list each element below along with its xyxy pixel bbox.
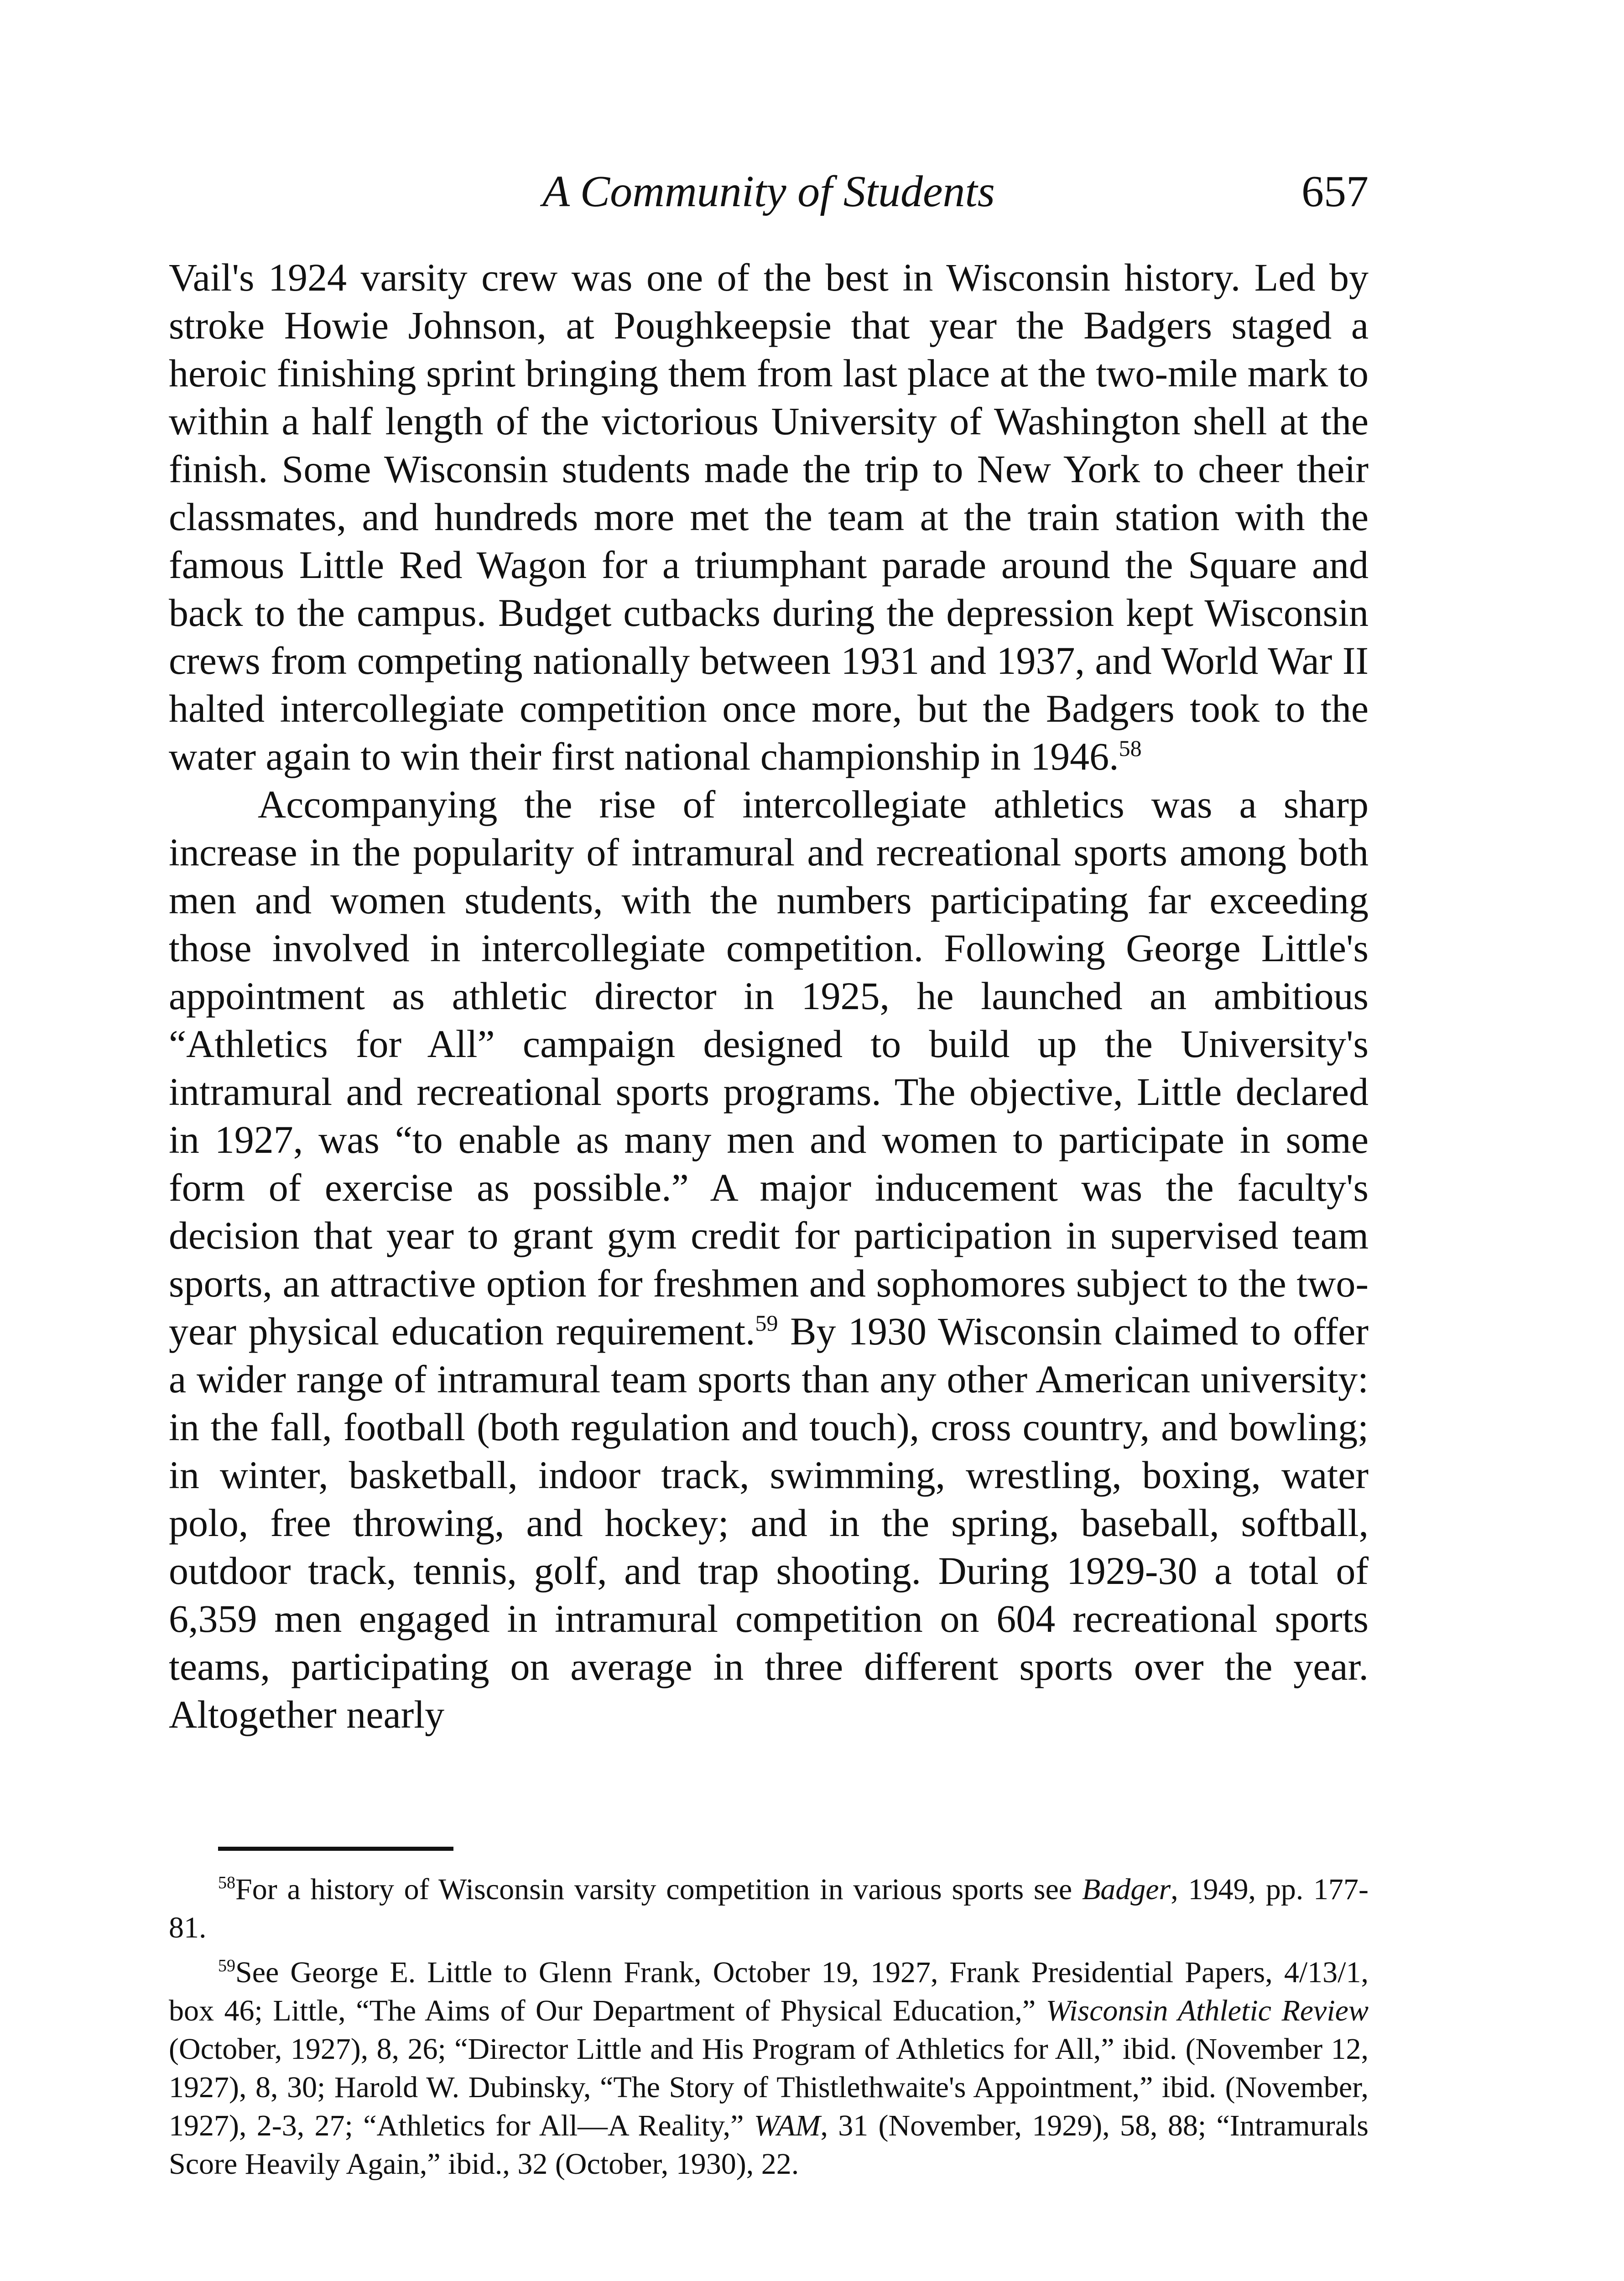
page-number: 657 xyxy=(1301,167,1369,216)
paragraph-crew-text: Vail's 1924 varsity crew was one of the best in Wisconsin history. Led by stroke Howie Johnson, at Poughkeepsie that year the Badgers staged a heroic finishing sprint bringing them from last place at the two-mile mark to within a half length of the victorious University of Washington shell at the finish. Some Wisconsin students made the trip to New York to cheer their classmates, and hundreds more met the team at the train station with the famous Little Red Wagon for a triumphant parade around the Square and back to the campus. Budget cutbacks during the depression kept Wisconsin crews from competing nationally between 1931 and 1937, and World War II halted intercollegiate competition once more, but the Badgers took to the water again to win their first national championship in 1946. xyxy=(169,255,1369,778)
body-text xyxy=(169,254,1369,1739)
paragraph-intramural-text-b: By 1930 Wisconsin claimed to offer a wider range of intramural team sports than any other American university: in the fall, football (both regulation and touch), cross country, and bowling; in winter, basketball, indoor track, swimming, wrestling, boxing, water polo, free throwing, and hockey; and in the spring, baseball, softball, outdoor track, tennis, golf, and trap shooting. During 1929-30 a total of 6,359 men engaged in intramural competition on 604 recreational sports teams, participating on average in three different sports over the year. Altogether nearly xyxy=(169,1309,1369,1736)
footnote-italic-title: WAM xyxy=(754,2109,821,2142)
footnote-number: 59 xyxy=(218,1956,235,1975)
paragraph-intramural xyxy=(169,781,1369,1739)
footnote-text: See George E. Little to Glenn Frank, October 19, 1927, Frank Presidential Papers, 4/13/1, box 46; Little, “The Aims of Our Department of Physical Education,” xyxy=(169,1956,1369,2027)
footnote-text: , 1949, pp. 177-81. xyxy=(169,1873,1369,1944)
footnote-italic-title: Wisconsin Athletic Review xyxy=(1046,1994,1369,2027)
footnote-italic-title: Badger xyxy=(1082,1873,1171,1906)
footnote-58 xyxy=(169,1870,1369,1947)
running-head xyxy=(169,164,1369,219)
footnote-number: 58 xyxy=(218,1873,235,1892)
paragraph-crew xyxy=(169,254,1369,781)
footnotes xyxy=(169,1870,1369,2190)
running-title: A Community of Students xyxy=(542,167,995,216)
paragraph-intramural-text-a: Accompanying the rise of intercollegiate athletics was a sharp increase in the popularity of intramural and recreational sports among both men and women students, with the numbers participating far exceeding those involved in intercollegiate competition. Following George Little's appointment as athletic director in 1925, he launched an ambitious “Athletics for All” campaign designed to build up the University's intramural and recreational sports programs. The objective, Little declared in 1927, was “to enable as many men and women to participate in some form of exercise as possible.” A major inducement was the faculty's decision that year to grant gym credit for participation in supervised team sports, an attractive option for freshmen and sophomores subject to the two-year physical education requirement. xyxy=(169,782,1369,1353)
footnote-59 xyxy=(169,1953,1369,2183)
footnote-text: For a history of Wisconsin varsity competition in various sports see xyxy=(235,1873,1082,1906)
footnote-text: , 31 (November, 1929), 58, 88; “Intramurals Score Heavily Again,” ibid., 32 (October, 1930), 22. xyxy=(169,2109,1369,2181)
footnote-divider xyxy=(218,1847,453,1851)
footnote-ref-58: 58 xyxy=(1119,735,1142,761)
footnote-text: (October, 1927), 8, 26; “Director Little and His Program of Athletics for All,” ibid. (November 12, 1927), 8, 30; Harold W. Dubinsky, “The Story of Thistlethwaite's Appointment,” ibid. (November, 1927), 2-3, 27; “Athletics for All—A Reality,” xyxy=(169,2032,1369,2142)
footnote-ref-59: 59 xyxy=(755,1310,778,1336)
